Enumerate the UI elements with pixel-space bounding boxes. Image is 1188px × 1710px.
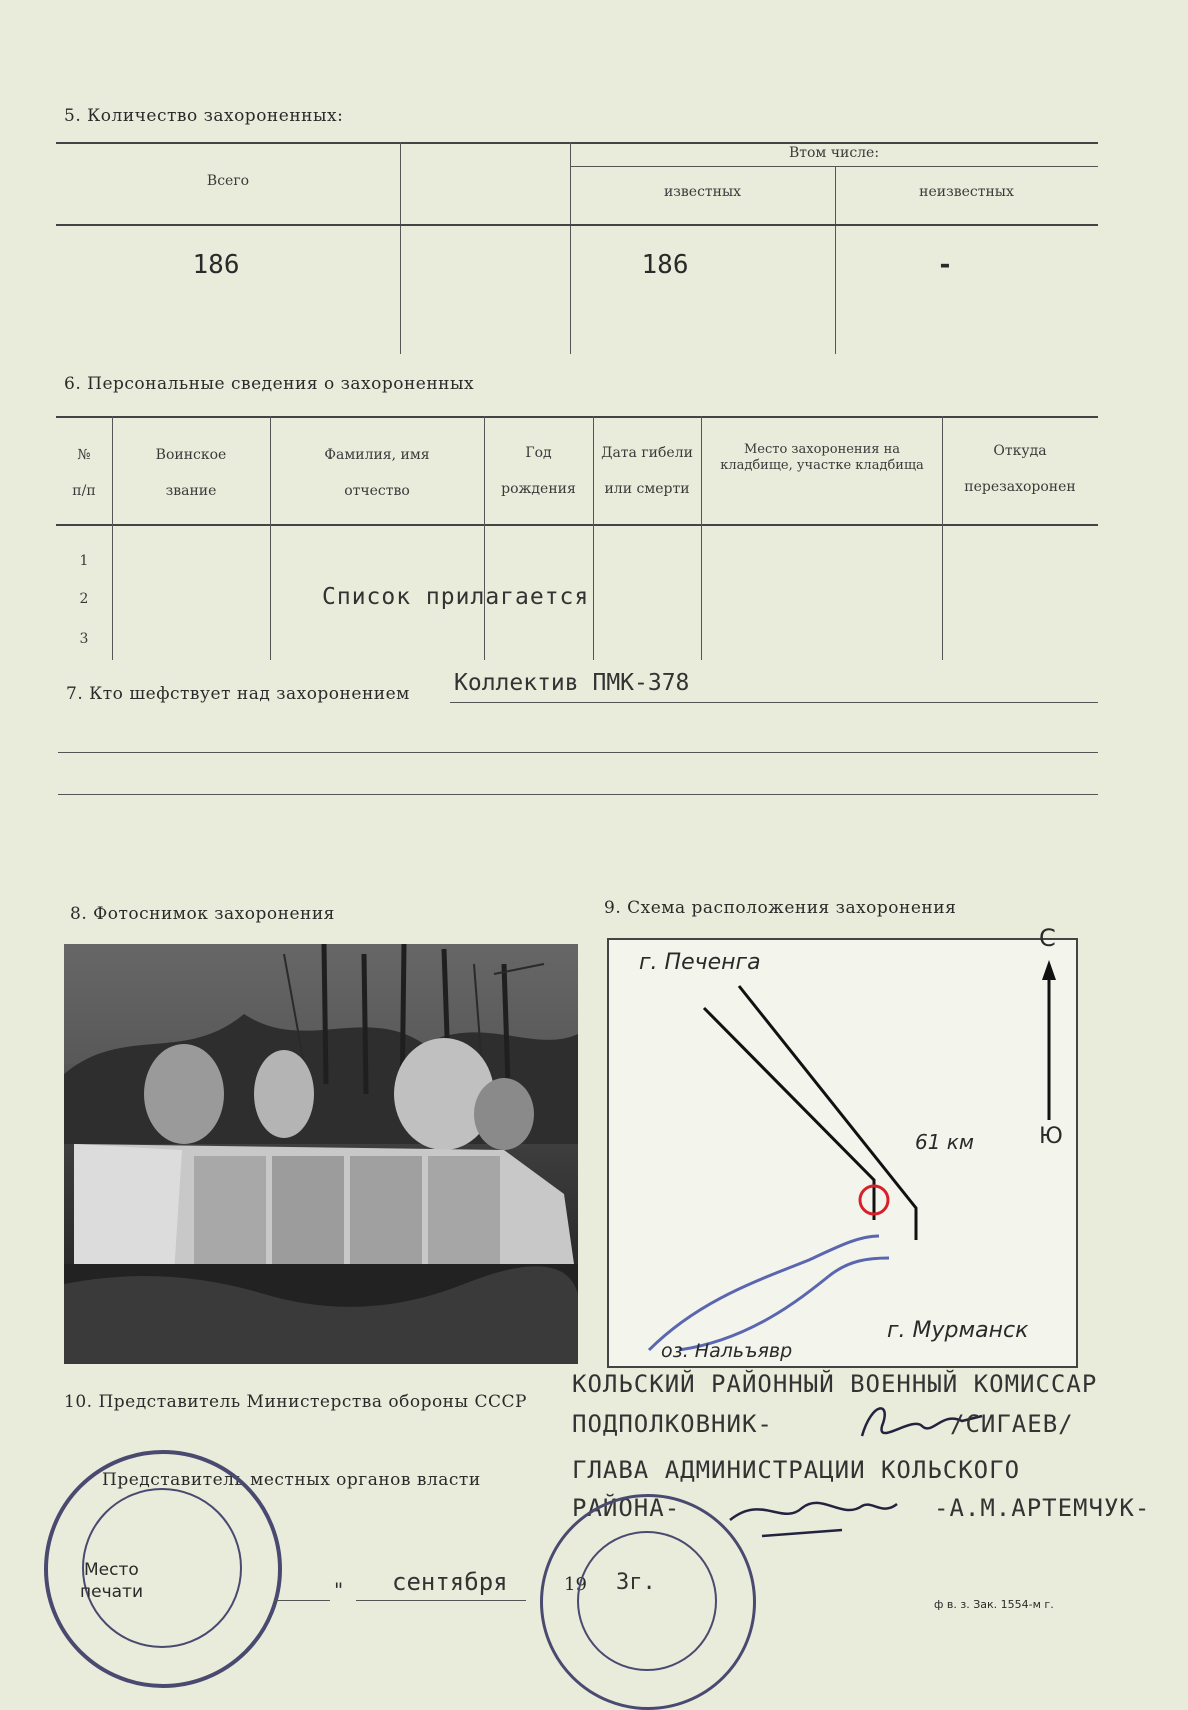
- date-month-line: [356, 1600, 526, 1601]
- col-in-that-number-header: Втом числе:: [788, 145, 880, 161]
- unknown-value: -: [937, 250, 953, 280]
- row-number: 1: [79, 553, 89, 569]
- burial-photo: [64, 944, 578, 1364]
- col-num-header-a: №: [77, 447, 91, 463]
- admin-signature: [722, 1486, 902, 1546]
- typed-commissar: КОЛЬСКИЙ РАЙОННЫЙ ВОЕННЫЙ КОМИССАР: [572, 1370, 1098, 1398]
- label-lake: оз. Нальъявр: [661, 1340, 793, 1362]
- patron-line: [450, 702, 1098, 703]
- administration-stamp: [540, 1494, 756, 1710]
- col-from-header-a: Откуда: [993, 443, 1047, 459]
- north-label: С: [1039, 924, 1056, 952]
- patron-line-3: [58, 794, 1098, 795]
- date-day-line: [274, 1600, 330, 1601]
- seal-place-label-a: Место: [84, 1560, 139, 1580]
- typed-admin-head: ГЛАВА АДМИНИСТРАЦИИ КОЛЬСКОГО: [572, 1456, 1021, 1484]
- section10-title: 10. Представитель Министерства обороны СССР: [64, 1392, 527, 1412]
- section6-title: 6. Персональные сведения о захороненных: [64, 374, 475, 394]
- col-known-header: известных: [663, 184, 742, 200]
- location-scheme: [607, 924, 1078, 1368]
- table5-subheader-line: [570, 166, 1098, 167]
- col-unknown-header: неизвестных: [919, 184, 1014, 200]
- col-total-header: Всего: [206, 173, 250, 189]
- table5-divider: [400, 142, 401, 354]
- date-quote: ": [334, 1578, 344, 1602]
- known-value: 186: [641, 250, 689, 280]
- section8-title: 8. Фотоснимок захоронения: [70, 904, 335, 924]
- label-murmansk: г. Мурманск: [887, 1318, 1029, 1343]
- date-year-prefix: 19: [564, 1574, 587, 1595]
- patron-value: Коллектив ПМК-378: [454, 670, 690, 696]
- typed-admin-name: -А.М.АРТЕМЧУК-: [934, 1494, 1151, 1522]
- local-rep-title: Представитель местных органов власти: [102, 1470, 481, 1490]
- col-rank-header-a: Воинское: [155, 447, 227, 463]
- total-value: 186: [192, 250, 240, 280]
- col-year-header-b: рождения: [501, 481, 576, 497]
- date-month: сентября: [392, 1568, 508, 1596]
- label-pechenga: г. Печенга: [639, 950, 761, 975]
- col-year-header-a: Год: [525, 445, 552, 461]
- section5-title: 5. Количество захороненных:: [64, 106, 344, 126]
- col-place-header: Место захоронения на кладбище, участке кладбища: [720, 442, 924, 473]
- col-death-header-a: Дата гибели: [601, 445, 693, 461]
- col-death-header-b: или смерти: [604, 481, 690, 497]
- print-mark: ф в. з. Зак. 1554-м г.: [934, 1598, 1054, 1611]
- col-rank-header-b: звание: [165, 483, 217, 499]
- table5-divider: [570, 142, 571, 354]
- section7-title: 7. Кто шефствует над захоронением: [66, 684, 410, 704]
- row-number: 2: [79, 591, 89, 607]
- section9-title: 9. Схема расположения захоронения: [604, 898, 957, 918]
- patron-line-2: [58, 752, 1098, 753]
- label-61-km: 61 км: [915, 1130, 974, 1154]
- typed-rank: ПОДПОЛКОВНИК-: [572, 1410, 773, 1438]
- row-number: 3: [79, 631, 89, 647]
- typed-commissar-name: /СИГАЕВ/: [950, 1410, 1074, 1438]
- col-from-header-b: перезахоронен: [964, 479, 1076, 495]
- seal-place-label-b: печати: [80, 1582, 143, 1602]
- typed-district: РАЙОНА-: [572, 1494, 681, 1522]
- south-label: Ю: [1039, 1124, 1063, 1149]
- table5-header-bottom: [56, 224, 1098, 226]
- col-name-header-b: отчество: [344, 483, 410, 499]
- col-num-header-b: п/п: [72, 483, 96, 499]
- table6-divider: [701, 416, 702, 660]
- list-attached-note: Список прилагается: [322, 584, 590, 610]
- date-year-suffix: 3г.: [616, 1570, 656, 1595]
- col-name-header-a: Фамилия, имя: [324, 447, 430, 463]
- military-stamp: [44, 1450, 282, 1688]
